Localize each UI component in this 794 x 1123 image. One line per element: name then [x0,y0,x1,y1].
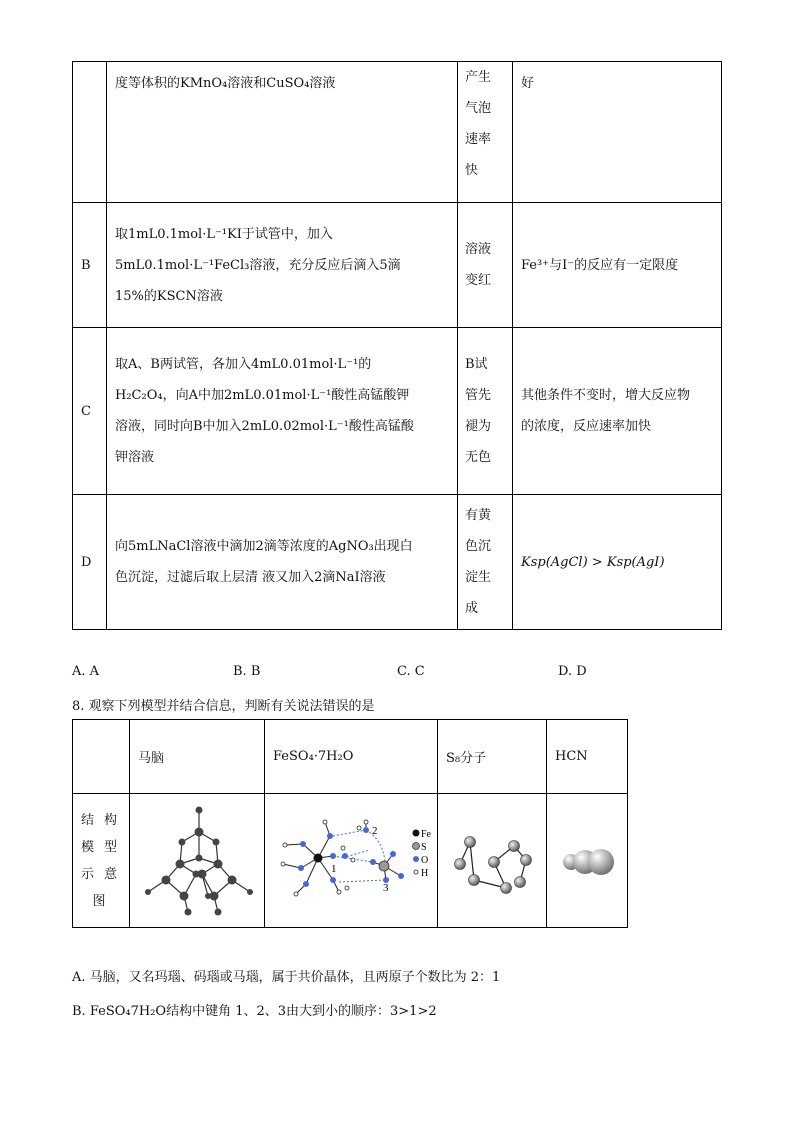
question-8: 8. 观察下列模型并结合信息，判断有关说法错误的是 [72,699,375,714]
svg-text:3: 3 [383,881,389,894]
statement-a: A. 马脑，又名玛瑙、码瑙或马瑙，属于共价晶体，且两原子个数比为 2：1 [72,970,501,985]
feso4-model-cell [265,794,438,928]
conclusion-cell: 其他条件不变时，增大反应物 的浓度，反应速率加快 [513,328,722,495]
s8-molecule-image [446,800,538,918]
option-a[interactable]: A. A [72,664,100,679]
answer-options [72,664,722,682]
action-cell: 取1mL0.1mol·L⁻¹KI于试管中，加入 5mL0.1mol·L⁻¹FeCl₃溶液，充分反应后滴入5滴 15%的KSCN溶液 [107,203,458,328]
model-image-row [73,794,628,928]
table-row-top [73,62,722,203]
side-label: 结 构 模 型 示 意 图 [73,794,130,928]
action-cell: 向5mLNaCl溶液中滴加2滴等浓度的AgNO₃出现白 色沉淀，过滤后取上层清 液又加入2滴NaI溶液 [107,495,458,630]
conclusion-cell: Ksp(AgCl) > Ksp(AgI) [513,495,722,630]
row-label: B [73,203,107,328]
phenomenon-cell: 有黄 色沉 淀生 成 [458,495,513,630]
svg-text:2: 2 [372,824,378,837]
conclusion-cell: 好 [513,62,722,203]
svg-text:O: O [421,854,429,866]
svg-text:H: H [421,867,429,879]
hcn-molecule-image [555,800,619,918]
agate-structure-image [138,800,256,918]
table-row-c [73,328,722,495]
hcn-model-cell [547,794,628,928]
model-header-row [73,720,628,794]
header-feso4: FeSO₄·7H₂O [265,720,438,794]
feso4-structure-image [273,800,429,918]
option-d[interactable]: D. D [558,664,587,679]
svg-text:1: 1 [331,862,337,875]
table-row-b [73,203,722,328]
model-table [72,719,628,928]
phenomenon-cell: 产生 气泡 速率 快 [458,62,513,203]
statement-b: B. FeSO₄7H₂O结构中键角 1、2、3由大到小的顺序：3>1>2 [72,1004,437,1019]
phenomenon-cell: B试 管先 褪为 无色 [458,328,513,495]
agate-model-cell [130,794,265,928]
action-cell: 取A、B两试管，各加入4mL0.01mol·L⁻¹的 H₂C₂O₄，向A中加2mL0.01mol·L⁻¹酸性高锰酸钾 溶液，同时向B中加入2mL0.02mol·L⁻¹酸性高锰酸 钾溶液 [107,328,458,495]
header-s8: S₈分子 [438,720,547,794]
experiment-table [72,61,722,630]
phenomenon-cell: 溶液 变红 [458,203,513,328]
svg-text:Fe: Fe [421,828,431,840]
svg-text:S: S [421,841,427,853]
option-b[interactable]: B. B [233,664,261,679]
conclusion-cell: Fe³⁺与I⁻的反应有一定限度 [513,203,722,328]
row-label: D [73,495,107,630]
header-hcn: HCN [547,720,628,794]
action-cell: 度等体积的KMnO₄溶液和CuSO₄溶液 [107,62,458,203]
table-row-d [73,495,722,630]
s8-model-cell [438,794,547,928]
row-label: C [73,328,107,495]
option-c[interactable]: C. C [397,664,425,679]
header-agate: 马脑 [130,720,265,794]
